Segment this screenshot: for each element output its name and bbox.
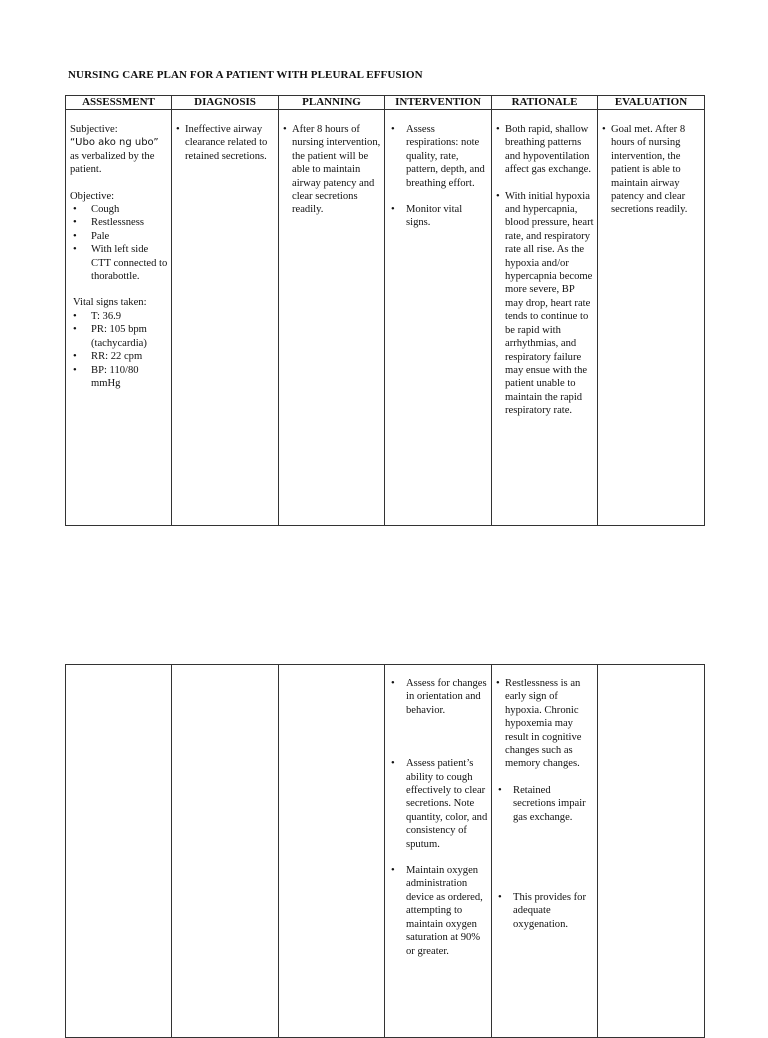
table-row [66, 665, 705, 1038]
header-intervention: INTERVENTION [385, 96, 492, 110]
diagnosis-cell [172, 110, 279, 526]
rationale-item: • With initial hypoxia and hypercapnia, blood pressure, heart rate, and respiratory rate all rise. As the hypoxia and/or hypercapnia become more severe, BP may drop, heart rate tends to continue to be rapid with arrhythmias, and respiratory failure may ensue with the patient unable to maintain the rapid respiratory rate. [496, 190, 594, 418]
rationale-item: • Retained secretions impair gas exchange. [496, 784, 594, 824]
list-item: • Restlessness [70, 216, 168, 229]
vitals-list [70, 310, 168, 390]
evaluation-text: • Goal met. After 8 hours of nursing intervention, the patient is able to maintain airway patency and clear secretions readily. [602, 123, 701, 217]
diagnosis-cell [172, 665, 279, 1038]
list-item: • PR: 105 bpm (tachycardia) [70, 323, 168, 350]
header-evaluation: EVALUATION [598, 96, 705, 110]
subjective-note: as verbalized by the patient. [70, 150, 155, 176]
list-item: • With left side CTT connected to thorabottle. [70, 243, 168, 283]
intervention-item: • Assess respirations: note quality, rate, pattern, depth, and breathing effort. [389, 123, 488, 190]
care-plan-table [65, 95, 705, 526]
evaluation-cell [598, 665, 705, 1038]
list-item: • Cough [70, 203, 168, 216]
planning-text: • After 8 hours of nursing intervention, the patient will be able to maintain airway patency and clear secretions readily. [283, 123, 381, 217]
intervention-cell [385, 110, 492, 526]
header-rationale: RATIONALE [492, 96, 598, 110]
rationale-cell [492, 665, 598, 1038]
assessment-cell [66, 110, 172, 526]
rationale-item: • Both rapid, shallow breathing patterns and hypoventilation affect gas exchange. [496, 123, 594, 177]
objective-label: Objective: [70, 190, 115, 202]
rationale-cell [492, 110, 598, 526]
page-title: NURSING CARE PLAN FOR A PATIENT WITH PLEURAL EFFUSION [68, 69, 423, 81]
planning-cell [279, 665, 385, 1038]
list-item: • T: 36.9 [70, 310, 168, 323]
subjective-quote: “Ubo ako ng ubo” [70, 137, 159, 149]
intervention-item: • Assess patient’s ability to cough effectively to clear secretions. Note quantity, color, and consistency of sputum. [389, 757, 488, 851]
rationale-item: • Restlessness is an early sign of hypoxia. Chronic hypoxemia may result in cognitive changes such as memory changes. [496, 677, 594, 771]
intervention-item: • Assess for changes in orientation and behavior. [389, 677, 488, 717]
table-row [66, 110, 705, 526]
list-item: • BP: 110/80 mmHg [70, 364, 168, 391]
care-plan-table-continued [65, 664, 705, 1038]
header-row [66, 96, 705, 110]
header-diagnosis: DIAGNOSIS [172, 96, 279, 110]
rationale-item: • This provides for adequate oxygenation. [496, 891, 594, 931]
objective-list [70, 203, 168, 283]
vitals-label: Vital signs taken: [73, 297, 147, 309]
subjective-label: Subjective: [70, 124, 118, 135]
intervention-item: • Maintain oxygen administration device as ordered, attempting to maintain oxygen saturation at 90% or greater. [389, 864, 488, 958]
header-planning: PLANNING [279, 96, 385, 110]
assessment-cell [66, 665, 172, 1038]
planning-cell [279, 110, 385, 526]
evaluation-cell [598, 110, 705, 526]
intervention-item: • Monitor vital signs. [389, 203, 488, 230]
list-item: • Pale [70, 230, 168, 243]
list-item: • RR: 22 cpm [70, 350, 168, 363]
intervention-cell [385, 665, 492, 1038]
header-assessment: ASSESSMENT [66, 96, 172, 110]
diagnosis-text: • Ineffective airway clearance related to retained secretions. [176, 123, 275, 163]
